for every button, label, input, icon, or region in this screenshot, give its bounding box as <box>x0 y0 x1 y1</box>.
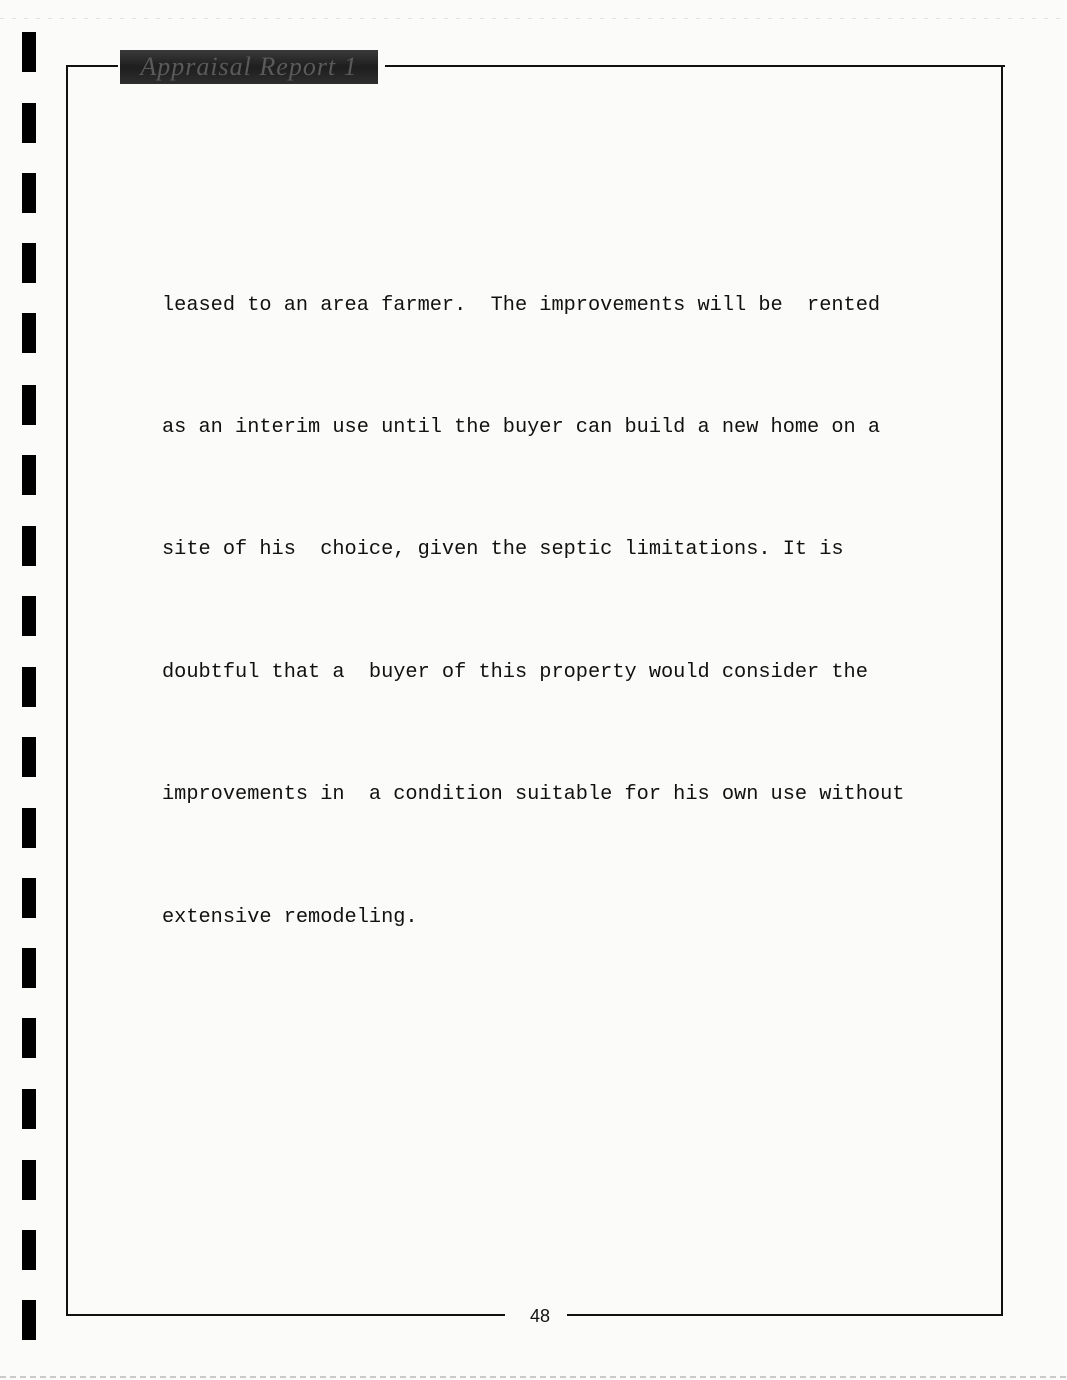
body-line: extensive remodeling. <box>162 905 418 929</box>
binding-mark <box>22 526 36 566</box>
section-header-text: Appraisal Report 1 <box>140 52 358 81</box>
binding-mark <box>22 173 36 213</box>
body-paragraph <box>162 204 942 979</box>
binding-mark <box>22 385 36 425</box>
binding-mark <box>22 455 36 495</box>
binding-mark <box>22 1089 36 1129</box>
frame-top-rule-right <box>385 65 1005 67</box>
frame-top-rule-left <box>66 65 118 67</box>
page-number: 48 <box>529 1306 551 1326</box>
body-line: site of his choice, given the septic limitations. It is <box>162 538 844 562</box>
body-line: improvements in a condition suitable for his own use without <box>162 783 905 807</box>
binding-mark <box>22 1300 36 1340</box>
binding-mark <box>22 1160 36 1200</box>
binding-mark <box>22 808 36 848</box>
binding-mark <box>22 243 36 283</box>
body-line: as an interim use until the buyer can build a new home on a <box>162 415 881 439</box>
section-header-tab <box>120 50 378 84</box>
binding-mark <box>22 948 36 988</box>
binding-marks <box>0 0 40 1380</box>
binding-mark <box>22 878 36 918</box>
binding-mark <box>22 103 36 143</box>
binding-mark <box>22 1230 36 1270</box>
binding-mark <box>22 667 36 707</box>
binding-mark <box>22 313 36 353</box>
binding-mark <box>22 737 36 777</box>
body-line: leased to an area farmer. The improvements will be rented <box>162 293 881 317</box>
body-line: doubtful that a buyer of this property would consider the <box>162 660 868 684</box>
scan-edge-bottom <box>0 1376 1067 1378</box>
binding-mark <box>22 596 36 636</box>
scan-edge-top <box>0 18 1067 19</box>
binding-mark <box>22 32 36 72</box>
binding-mark <box>22 1018 36 1058</box>
